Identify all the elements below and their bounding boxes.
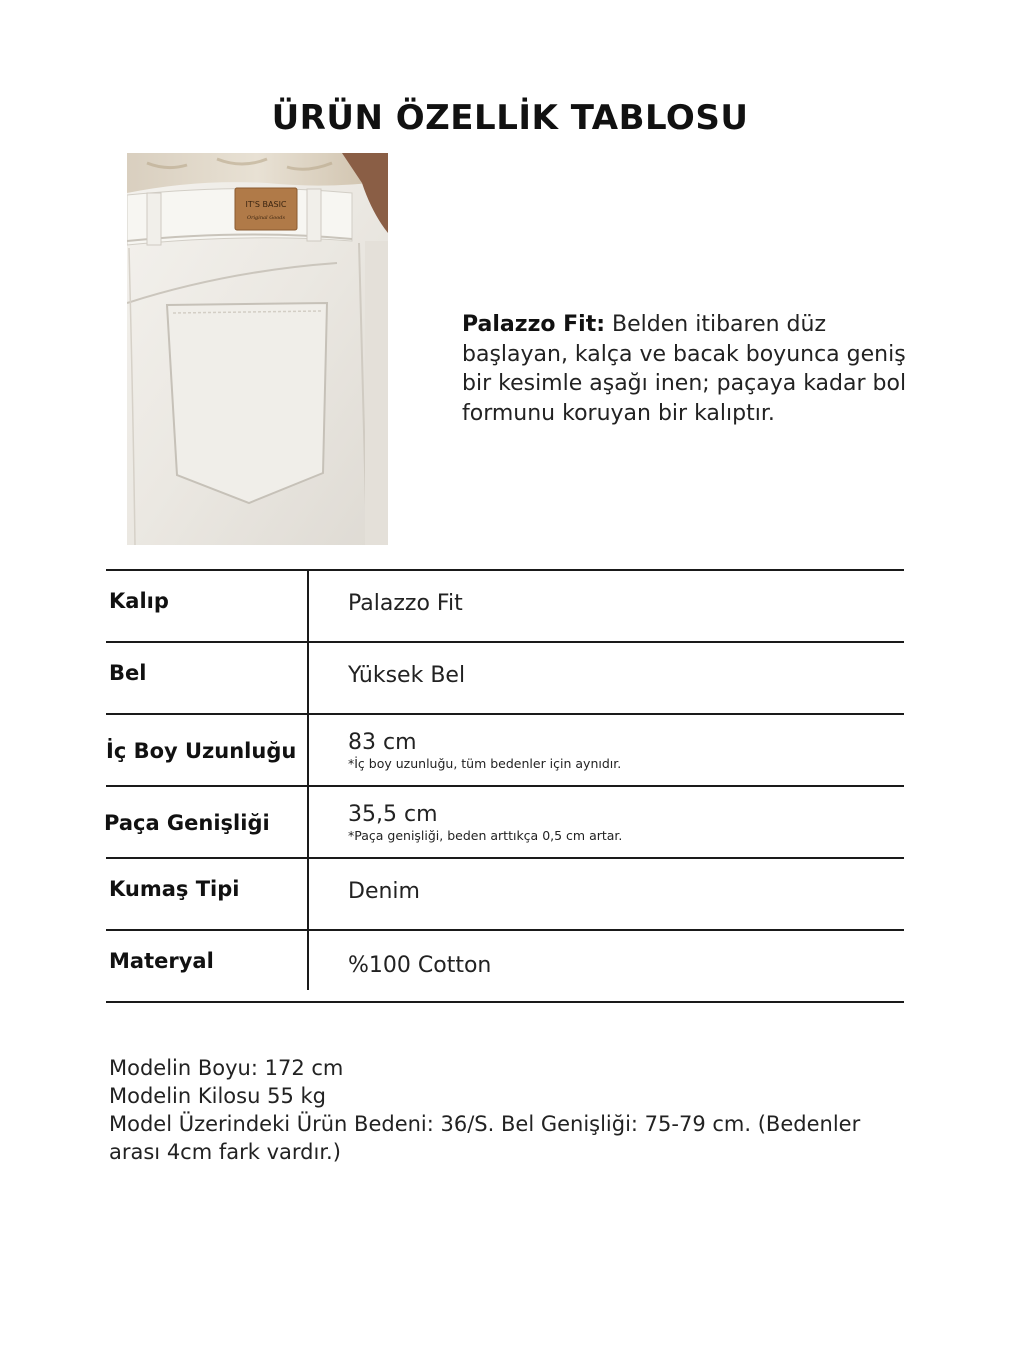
fit-description bbox=[462, 310, 932, 428]
spec-value: Yüksek Bel bbox=[348, 663, 466, 688]
spec-key: Materyal bbox=[109, 949, 214, 973]
fit-description-text: Belden itibaren düz başlayan, kalça ve bacak boyunca geniş bir kesimle aşağı inen; paçaya kadar bol formunu koruyan bir kalıptır. bbox=[462, 312, 907, 426]
spec-key: Paça Genişliği bbox=[104, 811, 270, 835]
spec-value-block bbox=[348, 802, 622, 843]
label-sub-text: Original Goods bbox=[246, 215, 286, 221]
spec-key: Kumaş Tipi bbox=[109, 877, 240, 901]
spec-row-kalip bbox=[106, 569, 904, 641]
spec-value: Denim bbox=[348, 879, 420, 904]
spec-value: Palazzo Fit bbox=[348, 591, 463, 616]
jeans-back-pocket-image bbox=[127, 153, 388, 545]
label-brand-text: IT'S BASIC bbox=[245, 200, 287, 209]
spec-row-ic-boy bbox=[106, 713, 904, 785]
spec-key: Bel bbox=[109, 661, 147, 685]
spec-row-materyal bbox=[106, 929, 904, 1003]
model-weight: Modelin Kilosu 55 kg bbox=[109, 1084, 326, 1108]
spec-note: *Paça genişliği, beden arttıkça 0,5 cm artar. bbox=[348, 828, 623, 843]
model-size: Model Üzerindeki Ürün Bedeni: 36/S. Bel Genişliği: 75-79 cm. (Bedenler arası 4cm fark vardır.) bbox=[109, 1112, 861, 1164]
page-title: ÜRÜN ÖZELLİK TABLOSU bbox=[271, 98, 749, 138]
spec-value: %100 Cotton bbox=[348, 953, 492, 978]
spec-row-kumas bbox=[106, 857, 904, 929]
model-height: Modelin Boyu: 172 cm bbox=[109, 1056, 344, 1080]
spec-key: Kalıp bbox=[109, 589, 169, 613]
fit-term: Palazzo Fit: bbox=[462, 312, 606, 337]
spec-value-block bbox=[348, 730, 621, 771]
spec-value: 35,5 cm bbox=[348, 802, 438, 827]
spec-row-paca bbox=[106, 785, 904, 857]
spec-value: 83 cm bbox=[348, 730, 417, 755]
product-photo bbox=[127, 153, 388, 545]
model-info bbox=[109, 1054, 909, 1166]
spec-note: *İç boy uzunluğu, tüm bedenler için aynıdır. bbox=[348, 756, 622, 771]
spec-table bbox=[106, 569, 904, 1003]
spec-row-bel bbox=[106, 641, 904, 713]
spec-key: İç Boy Uzunluğu bbox=[106, 739, 297, 763]
